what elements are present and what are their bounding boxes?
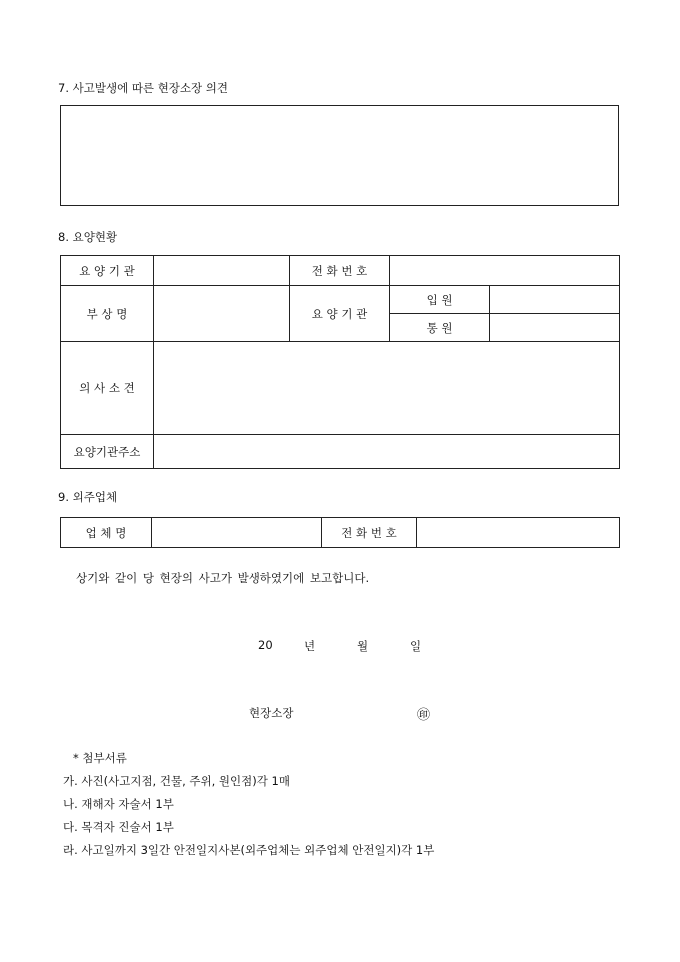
signature-label: 현장소장: [249, 706, 294, 720]
attachment-item: 가. 사진(사고지점, 건물, 주위, 원인점)각 1매: [63, 774, 290, 788]
date-year: 년: [304, 639, 316, 653]
subcontractor-table: [60, 517, 620, 548]
attachment-item: 라. 사고일까지 3일간 안전일지사본(외주업체는 외주업체 안전일지)각 1부: [63, 843, 435, 857]
label-phone: 전 화 번 호: [290, 256, 390, 286]
attachment-item: 나. 재해자 자술서 1부: [63, 797, 174, 811]
label-outpatient: 통 원: [390, 314, 490, 342]
label-doctor-opinion: 의 사 소 견: [61, 342, 154, 435]
treatment-status-table: [60, 255, 620, 469]
institution-field[interactable]: [154, 256, 290, 286]
company-phone-field[interactable]: [417, 518, 620, 548]
attachments-title: * 첨부서류: [73, 751, 127, 765]
outpatient-field[interactable]: [490, 314, 620, 342]
label-institution: 요 양 기 관: [61, 256, 154, 286]
date-day: 일: [410, 639, 422, 653]
date-year-prefix: 20: [258, 638, 273, 652]
company-name-field[interactable]: [152, 518, 322, 548]
date-month: 월: [357, 639, 369, 653]
site-manager-opinion-field[interactable]: [60, 105, 619, 206]
section7-title: 7. 사고발생에 따른 현장소장 의견: [58, 81, 229, 95]
label-institution-address: 요양기관주소: [61, 435, 154, 469]
section9-title: 9. 외주업체: [58, 490, 118, 504]
inpatient-field[interactable]: [490, 286, 620, 314]
doctor-opinion-field[interactable]: [154, 342, 620, 435]
label-institution-type: 요 양 기 관: [290, 286, 390, 342]
attachment-item: 다. 목격자 진술서 1부: [63, 820, 174, 834]
label-injured-name: 부 상 명: [61, 286, 154, 342]
label-company-name: 업 체 명: [61, 518, 152, 548]
injured-name-field[interactable]: [154, 286, 290, 342]
section8-title: 8. 요양현황: [58, 230, 118, 244]
label-inpatient: 입 원: [390, 286, 490, 314]
label-company-phone: 전 화 번 호: [322, 518, 417, 548]
report-statement: 상기와 같이 당 현장의 사고가 발생하였기에 보고합니다.: [76, 571, 370, 585]
institution-address-field[interactable]: [154, 435, 620, 469]
seal-icon: ㊞: [417, 708, 431, 723]
phone-field[interactable]: [390, 256, 620, 286]
